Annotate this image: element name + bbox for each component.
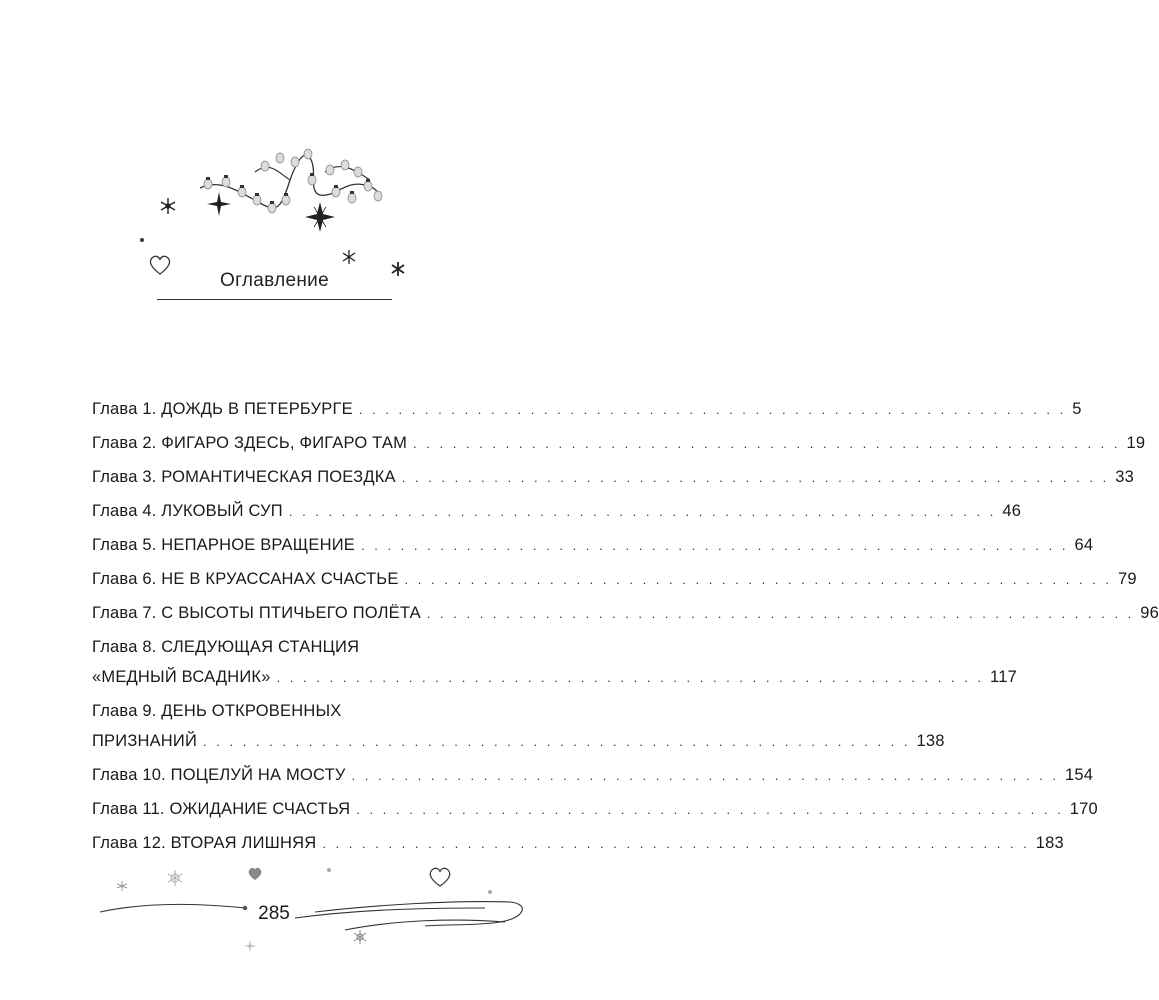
toc-entry-title: Глава 6. НЕ В КРУАССАНАХ СЧАСТЬЕ xyxy=(92,570,399,588)
toc-entry-title: Глава 10. ПОЦЕЛУЙ НА МОСТУ xyxy=(92,766,346,784)
toc-entry-title: «МЕДНЫЙ ВСАДНИК» xyxy=(92,668,271,686)
toc-entry-title: Глава 12. ВТОРАЯ ЛИШНЯЯ xyxy=(92,834,317,852)
dot-leader: . . . . . . . . . . . . . . . . . . . . . . . . . . . . . . . . . . . . . . . . . . . . . . . . . . . . . . xyxy=(426,606,1135,621)
toc-entry xyxy=(92,563,1137,597)
toc-entry xyxy=(92,461,1134,495)
toc-line xyxy=(92,461,1134,495)
toc-entry-title: Глава 9. ДЕНЬ ОТКРОВЕННЫХ xyxy=(92,702,342,720)
toc-line xyxy=(92,759,1094,793)
dot-leader: . . . . . . . . . . . . . . . . . . . . . . . . . . . . . . . . . . . . . . . . . . . . . . . . . . . . . . xyxy=(358,402,1067,417)
toc-entry-title: Глава 8. СЛЕДУЮЩАЯ СТАНЦИЯ xyxy=(92,638,360,656)
toc-entry-title: ПРИЗНАНИЙ xyxy=(92,732,198,750)
toc-page-number: 117 xyxy=(990,668,1017,686)
heart-icon xyxy=(249,868,262,880)
asterisk-icon xyxy=(392,262,404,276)
toc-entry-title: Глава 2. ФИГАРО ЗДЕСЬ, ФИГАРО ТАМ xyxy=(92,434,408,452)
snowflake-icon xyxy=(161,198,175,214)
page-number: 285 xyxy=(258,903,290,924)
toc-entry xyxy=(92,597,1159,631)
heart-icon xyxy=(430,868,449,886)
toc-line xyxy=(92,597,1159,631)
swirl-icon xyxy=(100,902,522,930)
snowflake-icon xyxy=(354,930,366,944)
table-of-contents xyxy=(92,393,1159,861)
toc-line xyxy=(92,529,1094,563)
toc-page-number: 64 xyxy=(1074,536,1094,554)
toc-line xyxy=(92,427,1146,461)
dot-leader: . . . . . . . . . . . . . . . . . . . . . . . . . . . . . . . . . . . . . . . . . . . . . . . . . . . . . . xyxy=(404,572,1113,587)
title-underline xyxy=(157,299,392,300)
toc-entry-title: Глава 3. РОМАНТИЧЕСКАЯ ПОЕЗДКА xyxy=(92,468,396,486)
toc-page-number: 96 xyxy=(1140,604,1159,622)
toc-entry xyxy=(92,529,1094,563)
dot-leader: . . . . . . . . . . . . . . . . . . . . . . . . . . . . . . . . . . . . . . . . . . . . . . . . . . . . . . xyxy=(361,538,1069,553)
sparkle-icon xyxy=(305,202,335,232)
toc-page-number: 33 xyxy=(1115,468,1134,486)
toc-page-number: 19 xyxy=(1126,434,1146,452)
toc-entry xyxy=(92,427,1146,461)
toc-entry-title: Глава 1. ДОЖДЬ В ПЕТЕРБУРГЕ xyxy=(92,400,353,418)
toc-page-number: 5 xyxy=(1072,400,1082,418)
toc-line xyxy=(92,563,1137,597)
dot-icon xyxy=(488,890,492,894)
toc-entry-title: Глава 7. С ВЫСОТЫ ПТИЧЬЕГО ПОЛЁТА xyxy=(92,604,421,622)
toc-entry xyxy=(92,695,945,759)
snowflake-icon xyxy=(117,881,127,891)
dot-leader: . . . . . . . . . . . . . . . . . . . . . . . . . . . . . . . . . . . . . . . . . . . . . . . . . . . . . . xyxy=(276,670,985,685)
dot-icon xyxy=(327,868,331,872)
toc-line xyxy=(92,695,458,725)
dot-leader: . . . . . . . . . . . . . . . . . . . . . . . . . . . . . . . . . . . . . . . . . . . . . . . . . . . . . . xyxy=(401,470,1110,485)
toc-line xyxy=(92,631,458,661)
sparkle-icon xyxy=(244,940,256,952)
toc-entry xyxy=(92,393,1082,427)
toc-title: Оглавление xyxy=(220,270,329,291)
toc-line xyxy=(92,661,1017,695)
toc-line xyxy=(92,495,1022,529)
dot-leader: . . . . . . . . . . . . . . . . . . . . . . . . . . . . . . . . . . . . . . . . . . . . . . . . . . . . . . xyxy=(356,802,1064,817)
toc-entry xyxy=(92,759,1094,793)
dot-icon xyxy=(140,238,144,242)
toc-page-number: 46 xyxy=(1002,502,1022,520)
toc-entry xyxy=(92,631,1017,695)
toc-line xyxy=(92,793,1098,827)
toc-line xyxy=(92,827,1064,861)
dot-leader: . . . . . . . . . . . . . . . . . . . . . . . . . . . . . . . . . . . . . . . . . . . . . . . . . . . . . . xyxy=(203,734,911,749)
toc-page-number: 170 xyxy=(1069,800,1098,818)
toc-page-number: 138 xyxy=(916,732,945,750)
header-ornament xyxy=(130,140,430,290)
toc-page-number: 183 xyxy=(1035,834,1064,852)
toc-page-number: 154 xyxy=(1065,766,1094,784)
toc-page-number: 79 xyxy=(1118,570,1137,588)
toc-line xyxy=(92,725,945,759)
footer-ornament xyxy=(95,860,535,970)
toc-entry xyxy=(92,793,1098,827)
snowflake-icon xyxy=(168,870,182,886)
toc-entry-title: Глава 11. ОЖИДАНИЕ СЧАСТЬЯ xyxy=(92,800,351,818)
toc-entry xyxy=(92,827,1064,861)
dot-leader: . . . . . . . . . . . . . . . . . . . . . . . . . . . . . . . . . . . . . . . . . . . . . . . . . . . . . . xyxy=(322,836,1030,851)
dot-leader: . . . . . . . . . . . . . . . . . . . . . . . . . . . . . . . . . . . . . . . . . . . . . . . . . . . . . . xyxy=(351,768,1060,783)
dot-leader: . . . . . . . . . . . . . . . . . . . . . . . . . . . . . . . . . . . . . . . . . . . . . . . . . . . . . . xyxy=(413,436,1121,451)
sparkle-icon xyxy=(207,192,231,216)
toc-entry-title: Глава 4. ЛУКОВЫЙ СУП xyxy=(92,502,283,520)
dot-leader: . . . . . . . . . . . . . . . . . . . . . . . . . . . . . . . . . . . . . . . . . . . . . . . . . . . . . . xyxy=(288,504,997,519)
toc-entry xyxy=(92,495,1022,529)
dot-icon xyxy=(243,906,247,910)
toc-entry-title: Глава 5. НЕПАРНОЕ ВРАЩЕНИЕ xyxy=(92,536,355,554)
toc-line xyxy=(92,393,1082,427)
snowflake-icon xyxy=(343,250,355,264)
